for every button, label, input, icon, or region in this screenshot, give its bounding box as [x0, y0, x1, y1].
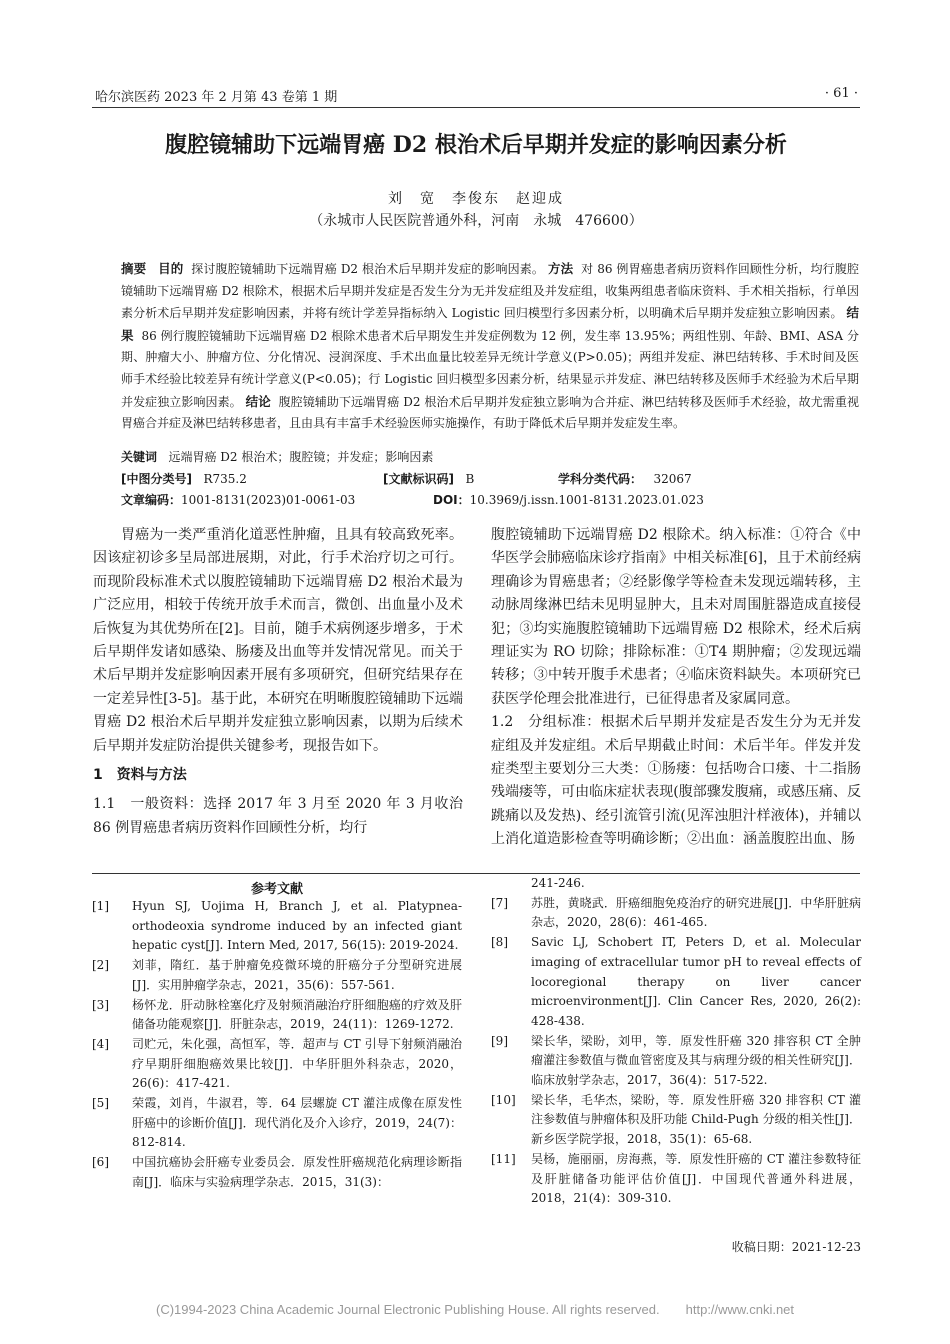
reference-item — [92, 1153, 462, 1192]
references-left — [92, 897, 462, 1193]
abstract — [121, 258, 859, 435]
body-column-left — [93, 524, 463, 840]
received-date: 收稿日期：2021-12-23 — [731, 1240, 861, 1254]
reference-text: 荣霞，刘肖，牛淑君，等．64 层螺旋 CT 灌注成像在原发性肝癌中的诊断价值[J]．现代消化及介入诊疗，2019，24(7)：812-814. — [132, 1096, 462, 1150]
keywords-text: 远端胃癌 D2 根治术；腹腔镜；并发症；影响因素 — [168, 450, 434, 464]
references-right — [491, 874, 861, 1209]
reference-item — [92, 1035, 462, 1094]
reference-item — [491, 894, 861, 933]
abstract-label: 摘要 — [121, 261, 147, 276]
reference-number: [1] — [92, 899, 109, 913]
reference-number: [10] — [491, 1092, 516, 1107]
keywords-block — [121, 447, 859, 512]
article-code-label: 文章编码： — [121, 493, 182, 507]
reference-number: [6] — [92, 1155, 109, 1170]
reference-number: [11] — [491, 1151, 516, 1166]
page-number: · 61 · — [824, 86, 858, 101]
intro-paragraph: 胃癌为一类严重消化道恶性肿瘤，且具有较高致死率。因该症初诊多呈局部进展期，对此，行手术治疗切之可行。而现阶段标准术式以腹腔镜辅助下远端胃癌 D2 根治术最为广泛应用，相较于传统开放手术而言，微创、出血量小及术后恢复为其优势所在[2]。目前，随手术病例逐步增多，于术后早期伴发诸如感染、肠瘘及出血等并发情况常见。而关于术后早期并发症影响因素开展有多项研究，但研究结果存在一定差异性[3-5]。基于此，本研究在明晰腹腔镜辅助下远端胃癌 D2 根治术后早期并发症独立影响因素，以期为后续术后早期并发症防治提供关键参考，现报告如下。 — [93, 527, 463, 754]
reference-item — [92, 956, 462, 995]
clc-label: [中图分类号] — [121, 471, 192, 486]
header-rule — [92, 107, 860, 108]
reference-item — [491, 1150, 861, 1209]
reference-text: 241-246. — [531, 876, 585, 890]
conclusion-text: 腹腔镜辅助下远端胃癌 D2 根治术后早期并发症独立影响为合并症、淋巴结转移及医师手术经验，故尤需重视胃癌合并症及淋巴结转移患者，且由具有丰富手术经验医师实施操作，有助于降低术后早期并发症发生率。 — [121, 394, 859, 431]
section-heading-methods: 1 资料与方法 — [93, 767, 187, 784]
result-label: 结果 — [121, 305, 859, 343]
reference-number: [8] — [491, 935, 508, 950]
reference-text: Hyun SJ, Uojima H, Branch J, et al. Platypnea-orthodeoxia syndrome induced by an infected giant hepatic cyst[J]. Intern Med, 2017, 56(15): 2019-2024. — [132, 899, 462, 953]
reference-number: [7] — [491, 895, 508, 910]
affiliation: （永城市人民医院普通外科，河南 永城 476600） — [309, 213, 643, 229]
reference-item — [491, 933, 861, 1032]
reference-text: 苏胜，黄晓武．肝癌细胞免疫治疗的研究进展[J]．中华肝脏病杂志，2020，28(6)：461-465. — [531, 895, 861, 930]
reference-number: [3] — [92, 997, 109, 1012]
article-code-value: 1001-8131(2023)01-0061-03 — [181, 493, 356, 507]
method-text: 对 86 例胃癌患者病历资料作回顾性分析，均行腹腔镜辅助下远端胃癌 D2 根除术，根据术后早期并发症是否发生分为无并发症组及并发症组，收集两组患者临床资料、手术相关指标，行单因素分析术后早期并发症影响因素，并将有统计学差异指标纳入 Logistic 回归模型行多因素分析，以明确术后早期并发症独立影响因素。 — [121, 262, 859, 321]
doc-code-value: B — [465, 471, 475, 486]
journal-header: 哈尔滨医药 2023 年 2 月第 43 卷第 1 期 — [95, 90, 338, 105]
doi-label: DOI： — [433, 493, 470, 507]
keywords-label: 关键词 — [121, 450, 158, 464]
doi-value[interactable]: 10.3969/j.issn.1001-8131.2023.01.023 — [469, 493, 704, 507]
reference-text: Savic LJ, Schobert IT, Peters D, et al. Molecular imaging of extracellular tumor pH to reveal effects of locoregional therapy on liver cancer microenvironment[J]. Clin Cancer Res, 2020, 26(2): 428-438. — [531, 935, 861, 1028]
clc-value: R735.2 — [203, 471, 247, 486]
subject-label: 学科分类代码： — [558, 471, 643, 486]
inclusion-criteria-paragraph: 腹腔镜辅助下远端胃癌 D2 根除术。纳入标准：①符合《中华医学会肺癌临床诊疗指南》中相关标准[6]，且于术前经病理确诊为胃癌患者；②经影像学等检查未发现远端转移，主动脉周缘淋巴结未见明显肿大，且未对周围脏器造成直接侵犯；③均实施腹腔镜辅助下远端胃癌 D2 根除术，经术后病理证实为 RO 切除；排除标准：①T4 期肿瘤；②发现远端转移；③中转开腹手术患者；④临床资料缺失。本项研究已获医学伦理会批准进行，已征得患者及家属同意。 — [491, 527, 861, 707]
reference-text: 司贮元，朱化强，高恒军，等．超声与 CT 引导下射频消融治疗早期肝细胞癌效果比较[J]．中华肝胆外科杂志，2020，26(6)：417-421. — [132, 1036, 462, 1091]
reference-text: 梁长华，梁盼，刘甲，等．原发性肝癌 320 排容积 CT 全肿瘤灌注参数值与微血管密度及其与病理分级的相关性研究[J]．临床放射学杂志，2017，36(4)：517-522. — [531, 1033, 861, 1088]
doc-code-label: [文献标识码] — [383, 471, 454, 486]
paper-title: 腹腔镜辅助下远端胃癌 D2 根治术后早期并发症的影响因素分析 — [165, 132, 787, 158]
authors: 刘 宽 李俊东 赵迎成 — [388, 191, 564, 207]
objective-label: 目的 — [158, 261, 184, 276]
reference-continuation — [491, 874, 861, 894]
objective-text: 探讨腹腔镜辅助下远端胃癌 D2 根治术后早期并发症的影响因素。 — [191, 262, 545, 276]
copyright-footer: (C)1994-2023 China Academic Journal Electronic Publishing House. All rights reserved. http://www.cnki.net — [155, 1302, 795, 1317]
reference-text: 刘菲，隋红．基于肿瘤免疫微环境的肝癌分子分型研究进展[J]．实用肿瘤学杂志，2021，35(6)：557-561. — [132, 958, 462, 992]
conclusion-label: 结论 — [245, 393, 271, 409]
reference-number: [9] — [491, 1033, 508, 1048]
reference-number: [4] — [92, 1036, 109, 1051]
reference-item — [491, 1091, 861, 1150]
references-title: 参考文献 — [250, 882, 303, 897]
reference-item — [491, 1032, 861, 1091]
reference-text: 杨怀龙．肝动脉栓塞化疗及射频消融治疗肝细胞癌的疗效及肝储备功能观察[J]．肝脏杂志，2019，24(11)：1269-1272. — [132, 997, 462, 1032]
subsection-grouping: 1.2 分组标准：根据术后早期并发症是否发生分为无并发症组及并发症组。术后早期截止时间：术后半年。伴发并发症类型主要划分三大类：①肠瘘：包括吻合口瘘、十二指肠残端瘘等，可由临床症状表现(腹部骤发腹痛，或感压痛、反跳痛以及发热)、经引流管引流(见浑浊胆汁样液体)，并辅以上消化道造影检查等明确诊断；②出血：涵盖腹腔出血、肠 — [491, 714, 861, 848]
reference-text: 吴杨，施丽丽，房海燕，等．原发性肝癌的 CT 灌注参数特征及肝脏储备功能评估价值[J]．中国现代普通外科进展，2018，21(4)：309-310. — [531, 1151, 861, 1206]
result-text: 86 例行腹腔镜辅助下远端胃癌 D2 根除术患者术后早期发生并发症例数为 12 例，发生率 13.95%；两组性别、年龄、BMI、ASA 分期、肿瘤大小、肿瘤方位、分化情况、浸润深度、手术出血量比较差异无统计学意义(P>0.05)；两组并发症、淋巴结转移、手术时间及医师手术经验比较差异有统计学意义(P<0.05)；行 Logistic 回归模型多因素分析，结果显示并发症、淋巴结转移及医师手术经验为术后早期并发症独立影响因素。 — [121, 328, 859, 409]
reference-item — [92, 996, 462, 1035]
reference-number: [5] — [92, 1096, 109, 1111]
reference-text: 中国抗癌协会肝癌专业委员会．原发性肝癌规范化病理诊断指南[J]．临床与实验病理学杂志．2015，31(3)： — [132, 1155, 462, 1189]
reference-item — [92, 1094, 462, 1153]
reference-text: 梁长华，毛华杰，梁盼，等．原发性肝癌 320 排容积 CT 灌注参数值与肿瘤体积及肝功能 Child-Pugh 分级的相关性[J]．新乡医学院学报，2018，35(1)：65-68. — [531, 1092, 861, 1147]
reference-item — [92, 897, 462, 956]
reference-number: [2] — [92, 958, 109, 973]
method-label: 方法 — [547, 261, 574, 276]
subject-value: 32067 — [653, 471, 692, 486]
body-column-right — [491, 524, 861, 852]
subsection-general-data: 1.1 一般资料：选择 2017 年 3 月至 2020 年 3 月收治 86 例胃癌患者病历资料作回顾性分析，均行 — [93, 796, 463, 836]
